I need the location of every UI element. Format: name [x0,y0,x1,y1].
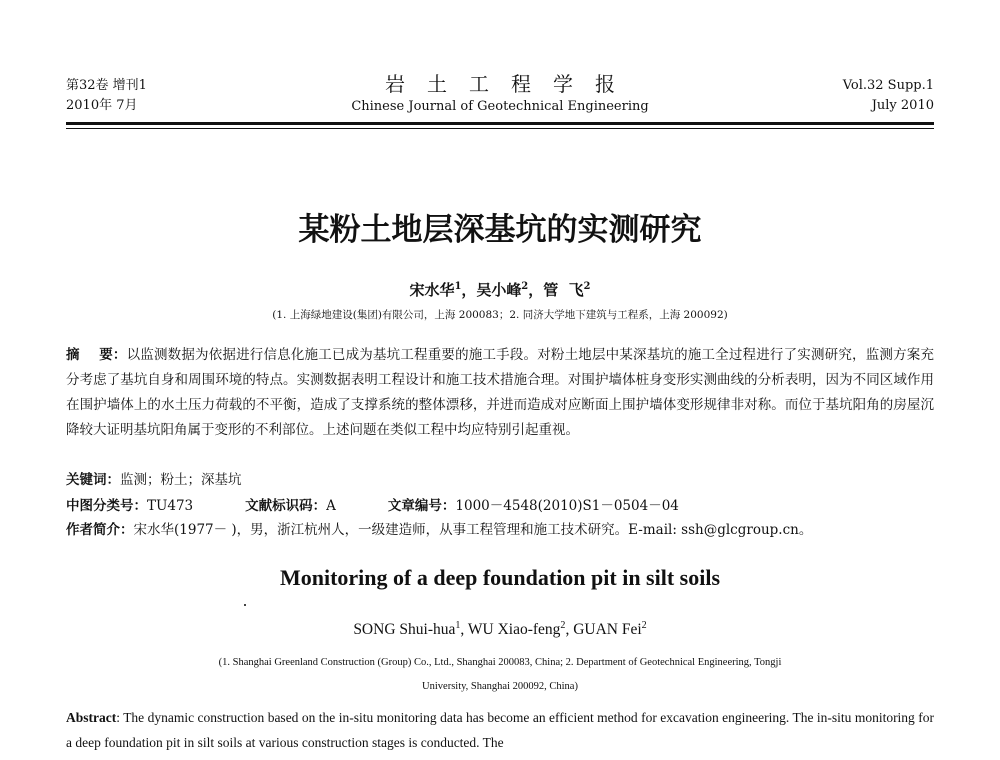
scan-speck [244,604,246,606]
author-affil-mark-en: 1 [455,620,461,631]
volume-issue: 第32卷 增刊1 [66,78,147,93]
abstract-en-label: Abstract [66,710,117,725]
paper-title-cn: 某粉土地层深基坑的实测研究 [298,212,702,248]
author-affil-mark-en: 2 [641,620,647,631]
affiliation-en-line1: (1. Shanghai Greenland Construction (Group) Co., Ltd., Shanghai 200083, China; 2. Department of Geotechnical Engineering, Tongji [218,657,782,668]
keywords-cn-text: 监测；粉土；深基坑 [120,472,242,488]
author-affil-mark: 1 [454,281,462,292]
abstract-cn-text: 以监测数据为依据进行信息化施工已成为基坑工程重要的施工手段。对粉土地层中某深基坑的施工全过程进行了实测研究，监测方案充分考虑了基坑自身和周围环境的特点。实测数据表明工程设计和施工技术措施合理。对围护墙体桩身变形实测曲线的分析表明，因为不同区域作用在围护墙体上的水土压力荷载的不平衡，造成了支撑系统的整体漂移，并进而造成对应断面上围护墙体变形规律非对称。而位于基坑阳角的房屋沉降较大证明基坑阳角属于变形的不利部位。上述问题在类似工程中均应特别引起重视。 [66,347,934,438]
affiliation-cn: (1. 上海绿地建设(集团)有限公司，上海 200083；2. 同济大学地下建筑与工程系，上海 200092) [272,309,728,321]
author-separator: ， [528,281,544,299]
journal-name-en: Chinese Journal of Geotechnical Engineering [351,99,649,114]
paper-title-en: Monitoring of a deep foundation pit in silt soils [279,565,721,590]
author-separator-en: , [565,621,574,639]
volume-supp: Vol.32 Supp.1 [842,78,934,93]
classification-line [66,494,934,519]
authors-cn [0,279,1000,300]
author-name-en: GUAN Fei [573,621,642,639]
bio-text: 宋水华(1977－ )，男，浙江杭州人，一级建造师，从事工程管理和施工技术研究。E-mail: ssh@glcgroup.cn。 [133,522,813,538]
abstract-cn [66,343,934,443]
header-rule-thin [66,128,934,129]
abstract-en [66,705,934,760]
abstract-en-text: : The dynamic construction based on the in-situ monitoring data has become an efficient method for excavation engineering. The in-situ monitoring for a deep foundation pit in silt soils at various construction stages is conducted. The [66,710,934,750]
author-name: 吴小峰 [476,281,522,299]
year-month: 2010年 7月 [66,98,138,113]
article-no-value: 1000－4548(2010)S1－0504－04 [455,498,679,514]
affiliation-en-line2: University, Shanghai 200092, China) [422,681,578,692]
author-affil-mark: 2 [521,281,529,292]
keywords-cn-label: 关键词： [66,472,120,488]
author-name-en: WU Xiao-feng [467,621,561,639]
doc-code-value: A [326,498,336,514]
author-name: 管 飞 [543,281,584,299]
keywords-cn [66,468,934,493]
doc-code-label: 文献标识码： [245,498,327,514]
abstract-cn-label: 摘 要： [66,347,127,363]
author-separator-en: , [460,621,468,639]
clc-value: TU473 [147,498,194,514]
bio-label: 作者简介： [66,522,134,538]
date-en: July 2010 [871,98,934,113]
journal-name-cn: 岩土工程学报 [385,72,637,96]
author-separator: ， [461,281,477,299]
article-no-label: 文章编号： [387,498,456,514]
author-bio [66,518,934,543]
author-affil-mark-en: 2 [560,620,566,631]
clc-label: 中图分类号： [66,498,147,514]
author-name: 宋水华 [409,281,455,299]
author-affil-mark: 2 [583,281,591,292]
authors-en [0,620,1000,639]
volume-info-en [843,76,934,116]
header-rule-thick [66,122,934,125]
author-name-en: SONG Shui-hua [353,621,456,639]
